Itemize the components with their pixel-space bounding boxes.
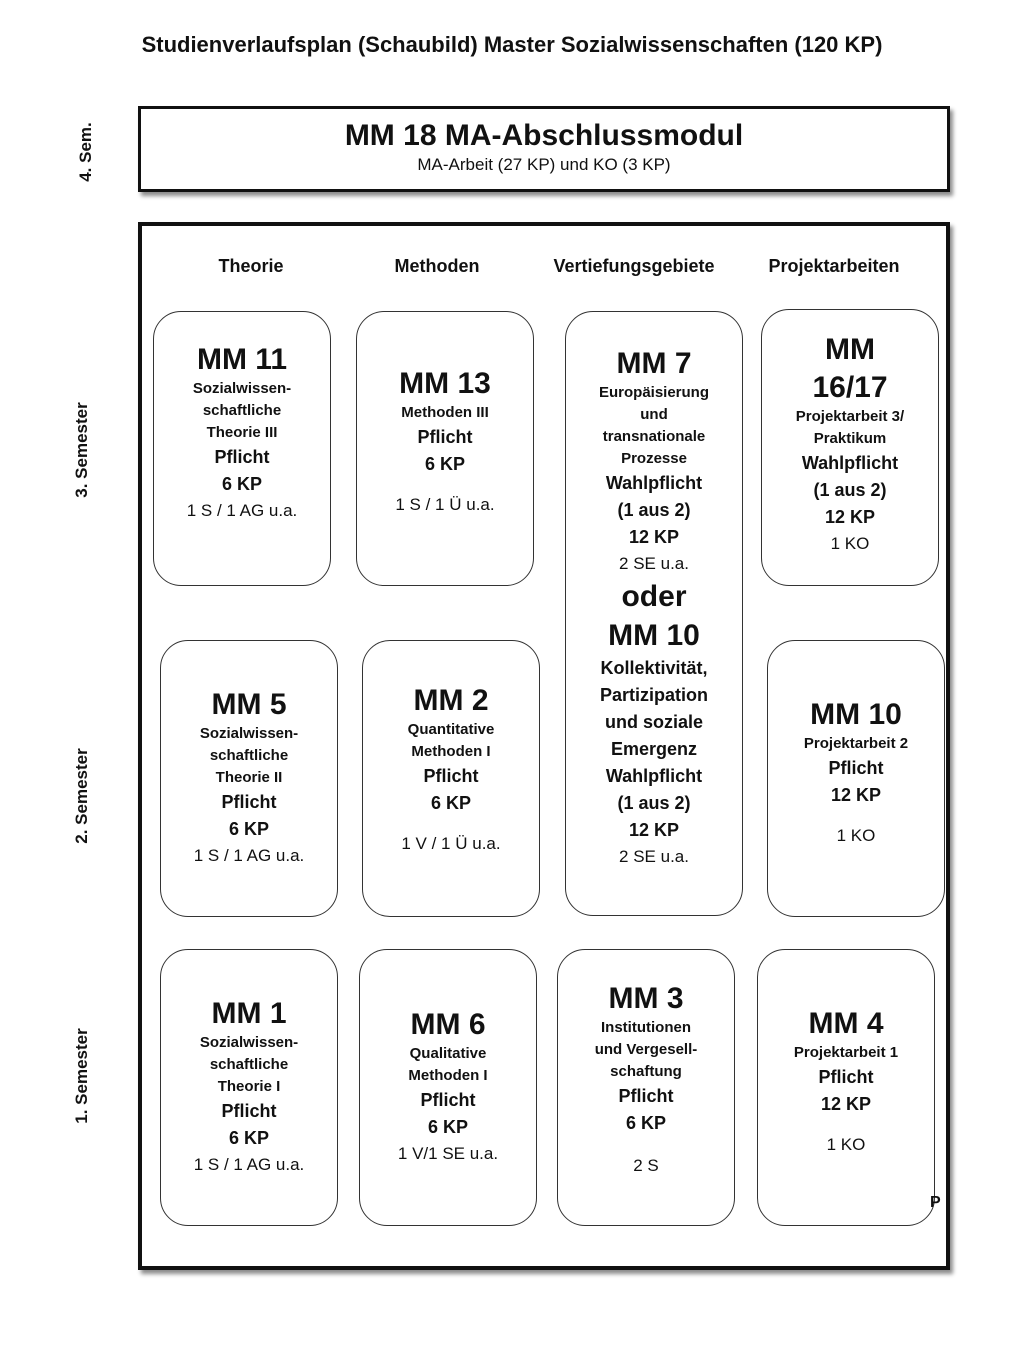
module-kp: 6 KP bbox=[228, 819, 270, 839]
semester-label-3: 3. Semester bbox=[72, 402, 91, 498]
module-type: Pflicht bbox=[221, 792, 277, 812]
module-format: 1 KO bbox=[836, 826, 876, 845]
module-name: Prozesse bbox=[621, 450, 687, 467]
module-alt-format: 2 SE u.a. bbox=[619, 847, 689, 866]
semester-label-1: 1. Semester bbox=[72, 1028, 91, 1124]
module-mm5 bbox=[160, 640, 338, 917]
module-mm2 bbox=[362, 640, 540, 917]
module-name: schaftliche bbox=[209, 1056, 289, 1073]
module-name: Qualitative bbox=[409, 1045, 487, 1062]
module-name: schaftliche bbox=[202, 402, 282, 419]
module-choice: (1 aus 2) bbox=[617, 500, 691, 520]
module-name: schaftliche bbox=[209, 747, 289, 764]
column-header-theorie: Theorie bbox=[218, 256, 284, 276]
module-format: 1 KO bbox=[826, 1135, 866, 1154]
module-mm1 bbox=[160, 949, 338, 1226]
module-kp: 6 KP bbox=[430, 793, 472, 813]
module-alt-name: Partizipation bbox=[599, 685, 708, 705]
module-format: 1 S / 1 AG u.a. bbox=[193, 1155, 305, 1174]
module-kp: 6 KP bbox=[228, 1128, 270, 1148]
module-code: MM 7 bbox=[616, 347, 692, 380]
module-name: Theorie III bbox=[206, 424, 278, 441]
module-kp: 6 KP bbox=[424, 454, 466, 474]
module-name: und Vergesell- bbox=[594, 1041, 698, 1058]
module-code: MM 4 bbox=[808, 1007, 884, 1040]
abschlussmodul-title: MM 18 MA-Abschlussmodul bbox=[344, 119, 744, 152]
module-mm13 bbox=[356, 311, 534, 586]
module-type: Pflicht bbox=[214, 447, 270, 467]
module-mm4 bbox=[757, 949, 935, 1226]
abschlussmodul-box bbox=[138, 106, 950, 192]
module-type: Wahlpflicht bbox=[801, 453, 899, 473]
module-name: Sozialwissen- bbox=[192, 380, 292, 397]
module-format: 1 S / 1 AG u.a. bbox=[186, 501, 298, 520]
semester-label-2: 2. Semester bbox=[72, 748, 91, 844]
module-name: Institutionen bbox=[601, 1019, 691, 1036]
column-header-methoden: Methoden bbox=[394, 256, 480, 276]
module-kp: 12 KP bbox=[820, 1094, 872, 1114]
module-code: MM 5 bbox=[211, 688, 287, 721]
page-title: Studienverlaufsplan (Schaubild) Master Sozialwissenschaften (120 KP) bbox=[141, 32, 883, 57]
module-code: MM 13 bbox=[399, 367, 491, 400]
module-type: Pflicht bbox=[618, 1086, 674, 1106]
module-type: Pflicht bbox=[828, 758, 884, 778]
module-name: Sozialwissen- bbox=[199, 725, 299, 742]
module-choice: (1 aus 2) bbox=[813, 480, 887, 500]
module-name: Quantitative bbox=[407, 721, 495, 738]
module-code: MM 11 bbox=[196, 343, 288, 376]
stray-text-fragment: P bbox=[930, 1194, 941, 1211]
module-alt-name: Emergenz bbox=[610, 739, 698, 759]
module-alt-name: und soziale bbox=[604, 712, 703, 732]
module-code: MM 1 bbox=[211, 997, 287, 1030]
module-kp: 6 KP bbox=[427, 1117, 469, 1137]
abschlussmodul-subtitle: MA-Arbeit (27 KP) und KO (3 KP) bbox=[417, 155, 671, 174]
module-mm3 bbox=[557, 949, 735, 1226]
module-kp: 12 KP bbox=[628, 527, 680, 547]
module-format: 1 V/1 SE u.a. bbox=[397, 1144, 499, 1163]
semester-label-4: 4. Sem. bbox=[76, 122, 95, 182]
module-name: Sozialwissen- bbox=[199, 1034, 299, 1051]
module-code: MM 3 bbox=[608, 982, 684, 1015]
module-format: 1 KO bbox=[830, 534, 870, 553]
module-name: Methoden III bbox=[401, 404, 489, 421]
module-type: Wahlpflicht bbox=[605, 473, 703, 493]
module-mm16-17 bbox=[761, 309, 939, 586]
module-type: Pflicht bbox=[818, 1067, 874, 1087]
module-mm7-or-mm10 bbox=[565, 311, 743, 916]
module-mm10 bbox=[767, 640, 945, 917]
module-alt-kp: 12 KP bbox=[628, 820, 680, 840]
module-name: Methoden I bbox=[411, 743, 491, 760]
module-or: oder bbox=[621, 580, 687, 613]
column-header-projektarbeiten: Projektarbeiten bbox=[768, 256, 900, 276]
module-format: 1 V / 1 Ü u.a. bbox=[401, 834, 501, 853]
module-mm11 bbox=[153, 311, 331, 586]
module-alt-type: Wahlpflicht bbox=[605, 766, 703, 786]
module-kp: 6 KP bbox=[221, 474, 263, 494]
module-format: 1 S / 1 AG u.a. bbox=[193, 846, 305, 865]
module-format: 1 S / 1 Ü u.a. bbox=[395, 495, 495, 514]
module-mm6 bbox=[359, 949, 537, 1226]
module-type: Pflicht bbox=[221, 1101, 277, 1121]
module-name: Theorie I bbox=[217, 1078, 281, 1095]
module-format: 2 S bbox=[633, 1156, 659, 1175]
module-code: MM 2 bbox=[413, 684, 489, 717]
module-code: MM 10 bbox=[810, 698, 902, 731]
module-code: MM bbox=[825, 333, 875, 366]
module-name: Europäisierung bbox=[598, 384, 710, 401]
module-name: schaftung bbox=[610, 1063, 682, 1080]
module-kp: 12 KP bbox=[830, 785, 882, 805]
module-code: 16/17 bbox=[812, 371, 888, 404]
module-name: Methoden I bbox=[408, 1067, 488, 1084]
module-code: MM 6 bbox=[410, 1008, 486, 1041]
module-kp: 12 KP bbox=[824, 507, 876, 527]
module-type: Pflicht bbox=[423, 766, 479, 786]
column-header-vertiefungsgebiete: Vertiefungsgebiete bbox=[553, 256, 715, 276]
module-alt-choice: (1 aus 2) bbox=[617, 793, 691, 813]
module-type: Pflicht bbox=[420, 1090, 476, 1110]
module-name: und bbox=[640, 406, 668, 423]
module-name: Theorie II bbox=[215, 769, 283, 786]
module-name: Projektarbeit 3/ bbox=[795, 408, 905, 425]
module-alt-code: MM 10 bbox=[608, 619, 700, 652]
module-name: Projektarbeit 2 bbox=[803, 735, 909, 752]
module-name: transnationale bbox=[602, 428, 706, 445]
module-type: Pflicht bbox=[417, 427, 473, 447]
module-name: Projektarbeit 1 bbox=[793, 1044, 899, 1061]
module-kp: 6 KP bbox=[625, 1113, 667, 1133]
module-name: Praktikum bbox=[813, 430, 887, 447]
module-alt-name: Kollektivität, bbox=[600, 658, 708, 678]
module-format: 2 SE u.a. bbox=[619, 554, 689, 573]
